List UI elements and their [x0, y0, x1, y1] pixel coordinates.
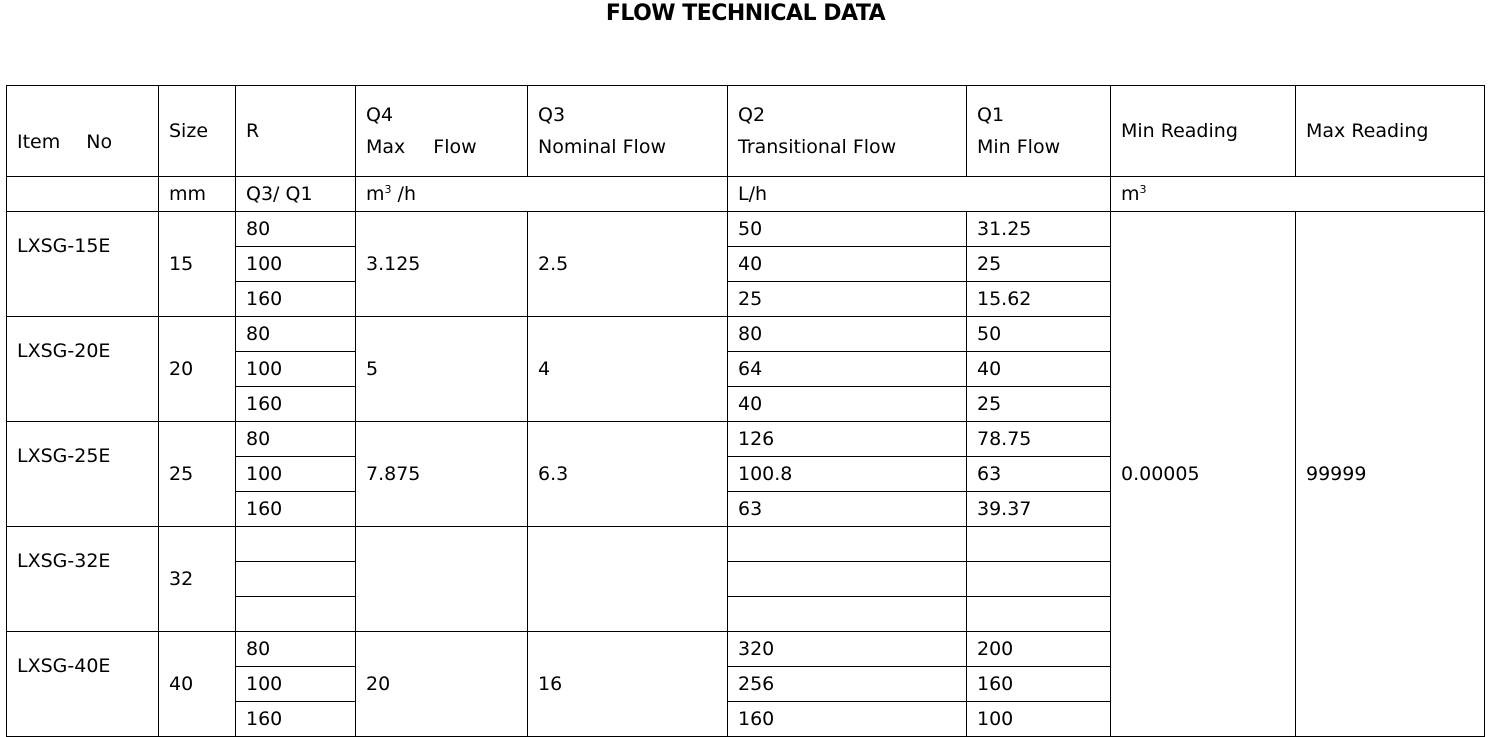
- r-cell: 80: [236, 632, 356, 667]
- q1-cell: 40: [967, 352, 1111, 387]
- item-no-cell: LXSG-40E: [7, 632, 159, 737]
- q1-cell: 160: [967, 667, 1111, 702]
- q2-cell: 80: [728, 317, 967, 352]
- q3-cell: [528, 527, 728, 632]
- q2-cell: 50: [728, 212, 967, 247]
- q1-cell: 100: [967, 702, 1111, 737]
- r-cell: 100: [236, 247, 356, 282]
- q2-cell: 126: [728, 422, 967, 457]
- q2-cell: 40: [728, 387, 967, 422]
- size-cell: 40: [159, 632, 236, 737]
- header-row: [7, 86, 1485, 177]
- unit-flow-lh: L/h: [728, 177, 1111, 212]
- q4-cell: 5: [356, 317, 528, 422]
- table-row: [7, 212, 1485, 247]
- r-cell: 160: [236, 282, 356, 317]
- size-cell: 32: [159, 527, 236, 632]
- q2-cell: 160: [728, 702, 967, 737]
- flow-data-table: [6, 85, 1485, 737]
- q1-cell: 200: [967, 632, 1111, 667]
- r-cell: [236, 597, 356, 632]
- header-q4: Q4 Max Flow: [356, 86, 528, 177]
- q1-cell: 63: [967, 457, 1111, 492]
- header-item-no: Item No: [7, 86, 159, 177]
- item-no-cell: LXSG-15E: [7, 212, 159, 317]
- q1-cell: 50: [967, 317, 1111, 352]
- header-min-reading: Min Reading: [1111, 86, 1296, 177]
- unit-reading: $m^3$: [1111, 177, 1485, 212]
- q3-cell: 16: [528, 632, 728, 737]
- q1-cell: 15.62: [967, 282, 1111, 317]
- r-cell: 160: [236, 492, 356, 527]
- header-r: R: [236, 86, 356, 177]
- page-title: FLOW TECHNICAL DATA: [605, 1, 886, 26]
- r-cell: 160: [236, 387, 356, 422]
- r-cell: [236, 562, 356, 597]
- max-reading-cell: 99999: [1296, 212, 1485, 737]
- r-cell: 160: [236, 702, 356, 737]
- q1-cell: 39.37: [967, 492, 1111, 527]
- size-cell: 25: [159, 422, 236, 527]
- units-row: [7, 177, 1485, 212]
- min-reading-cell: 0.00005: [1111, 212, 1296, 737]
- q2-cell: [728, 597, 967, 632]
- q1-cell: [967, 562, 1111, 597]
- q4-cell: 3.125: [356, 212, 528, 317]
- r-cell: [236, 527, 356, 562]
- q1-cell: 25: [967, 247, 1111, 282]
- q2-cell: 320: [728, 632, 967, 667]
- q2-cell: [728, 527, 967, 562]
- r-cell: 100: [236, 352, 356, 387]
- q4-cell: [356, 527, 528, 632]
- size-cell: 20: [159, 317, 236, 422]
- unit-flow-m3: $m^3$ /h: [356, 177, 728, 212]
- item-no-cell: LXSG-25E: [7, 422, 159, 527]
- q4-cell: 20: [356, 632, 528, 737]
- unit-r: Q3/ Q1: [236, 177, 356, 212]
- q2-cell: 64: [728, 352, 967, 387]
- size-cell: 15: [159, 212, 236, 317]
- q1-cell: [967, 527, 1111, 562]
- q1-cell: [967, 597, 1111, 632]
- item-no-cell: LXSG-32E: [7, 527, 159, 632]
- q2-cell: 40: [728, 247, 967, 282]
- header-q3: Q3 Nominal Flow: [528, 86, 728, 177]
- q1-cell: 31.25: [967, 212, 1111, 247]
- q2-cell: 100.8: [728, 457, 967, 492]
- q4-cell: 7.875: [356, 422, 528, 527]
- q3-cell: 2.5: [528, 212, 728, 317]
- q2-cell: [728, 562, 967, 597]
- header-q1: Q1 Min Flow: [967, 86, 1111, 177]
- q2-cell: 256: [728, 667, 967, 702]
- unit-item-blank: [7, 177, 159, 212]
- q1-cell: 78.75: [967, 422, 1111, 457]
- q3-cell: 6.3: [528, 422, 728, 527]
- r-cell: 80: [236, 317, 356, 352]
- r-cell: 100: [236, 667, 356, 702]
- header-q2: Q2 Transitional Flow: [728, 86, 967, 177]
- unit-size: mm: [159, 177, 236, 212]
- header-size: Size: [159, 86, 236, 177]
- q1-cell: 25: [967, 387, 1111, 422]
- q3-cell: 4: [528, 317, 728, 422]
- q2-cell: 63: [728, 492, 967, 527]
- r-cell: 80: [236, 422, 356, 457]
- header-max-reading: Max Reading: [1296, 86, 1485, 177]
- r-cell: 80: [236, 212, 356, 247]
- q2-cell: 25: [728, 282, 967, 317]
- r-cell: 100: [236, 457, 356, 492]
- item-no-cell: LXSG-20E: [7, 317, 159, 422]
